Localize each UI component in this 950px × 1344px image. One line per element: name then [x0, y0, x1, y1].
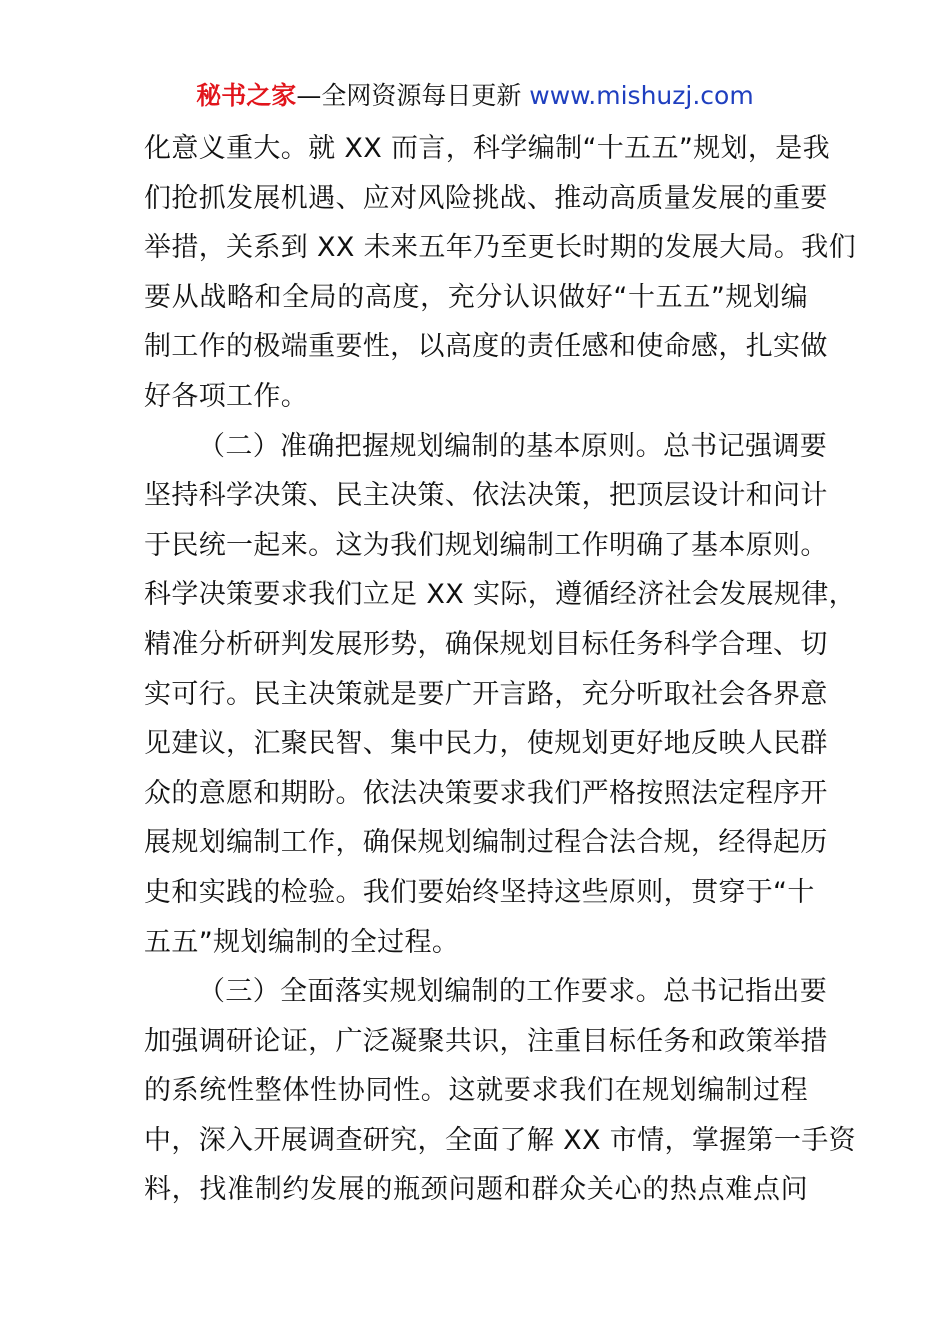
site-url-link[interactable]: www.mishuzj.com [529, 81, 754, 110]
text-line: 加强调研论证，广泛凝聚共识，注重目标任务和政策举措 [144, 1025, 828, 1057]
text-line: 精准分析研判发展形势，确保规划目标任务科学合理、切 [144, 628, 828, 660]
site-brand: 秘书之家 [196, 81, 297, 110]
text-line: 实可行。民主决策就是要广开言路，充分听取社会各界意 [144, 678, 828, 710]
text-line: 史和实践的检验。我们要始终坚持这些原则，贯穿于“十 [144, 876, 815, 908]
document-body [144, 124, 856, 1215]
text-line: 见建议，汇聚民智、集中民力，使规划更好地反映人民群 [144, 728, 828, 760]
text-line: 料，找准制约发展的瓶颈问题和群众关心的热点难点问 [144, 1174, 808, 1206]
text-line: 举措，关系到 XX 未来五年乃至更长时期的发展大局。我们 [144, 232, 856, 264]
text-line: 中，深入开展调查研究，全面了解 XX 市情，掌握第一手资 [144, 1124, 856, 1156]
paragraph-heading-line: （二）准确把握规划编制的基本原则。总书记强调要 [198, 430, 828, 462]
text-line: 五五”规划编制的全过程。 [144, 926, 460, 958]
text-line: 众的意愿和期盼。依法决策要求我们严格按照法定程序开 [144, 777, 828, 809]
text-line: 制工作的极端重要性，以高度的责任感和使命感，扎实做 [144, 331, 828, 363]
text-line: 化意义重大。就 XX 而言，科学编制“十五五”规划，是我 [144, 133, 830, 164]
text-line: 的系统性整体性协同性。这就要求我们在规划编制过程 [144, 1075, 808, 1107]
site-slogan: —全网资源每日更新 [296, 81, 530, 110]
text-line: 好各项工作。 [144, 380, 309, 412]
text-line: 展规划编制工作，确保规划编制过程合法合规，经得起历 [144, 827, 828, 859]
site-header [0, 78, 950, 114]
text-line: 坚持科学决策、民主决策、依法决策，把顶层设计和问计 [144, 480, 828, 512]
paragraph-heading-line: （三）全面落实规划编制的工作要求。总书记指出要 [198, 976, 828, 1008]
text-line: 于民统一起来。这为我们规划编制工作明确了基本原则。 [144, 529, 828, 561]
text-line: 要从战略和全局的高度，充分认识做好“十五五”规划编 [144, 281, 808, 313]
text-line: 科学决策要求我们立足 XX 实际，遵循经济社会发展规律， [144, 579, 856, 611]
text-line: 们抢抓发展机遇、应对风险挑战、推动高质量发展的重要 [144, 182, 828, 214]
